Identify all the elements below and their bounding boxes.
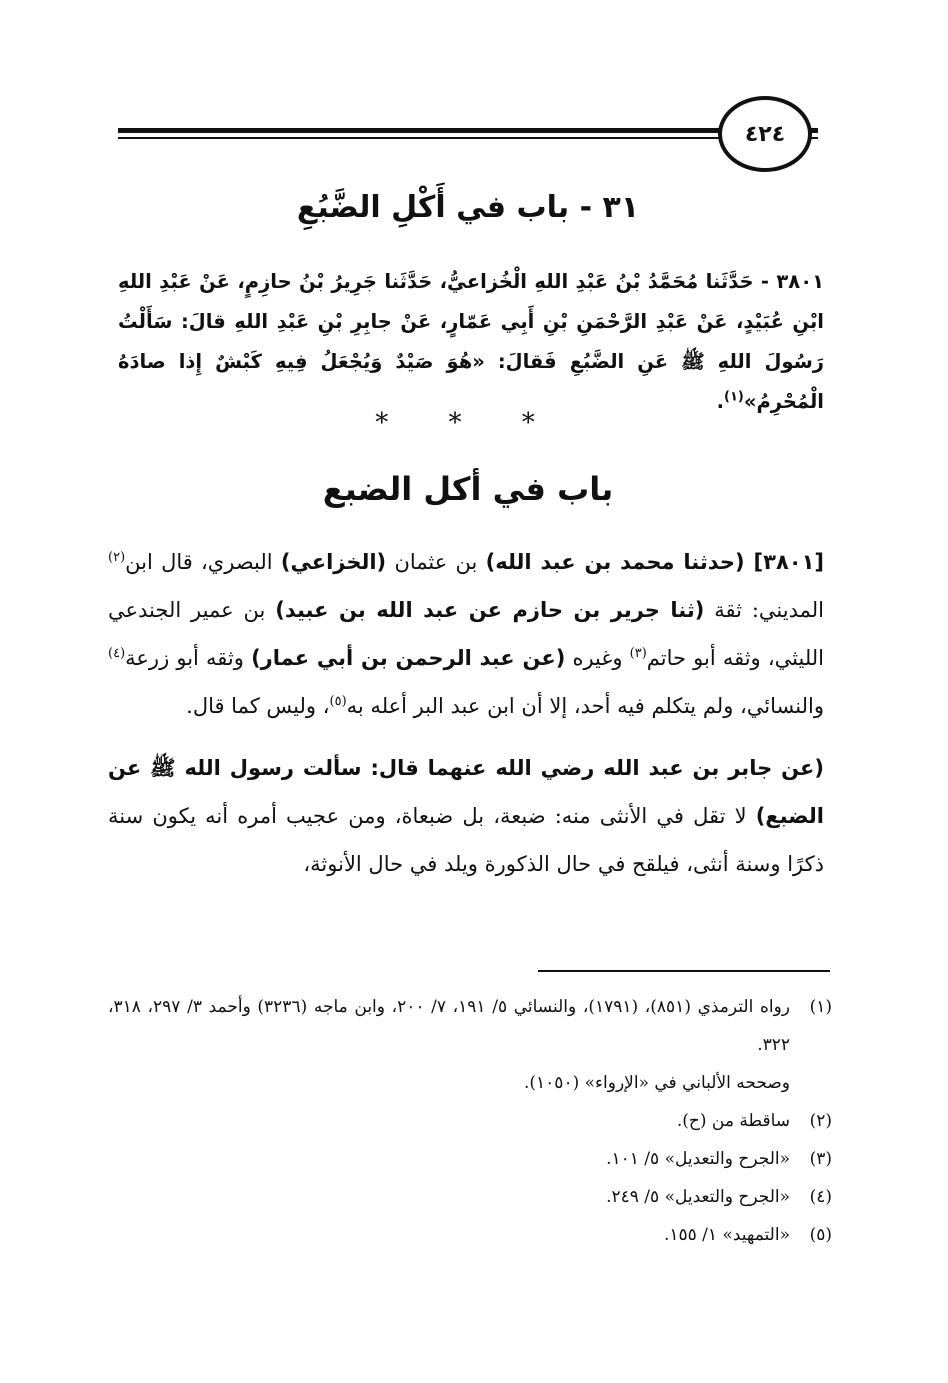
hadith-body: ٣٨٠١ - حَدَّثَنا مُحَمَّدُ بْنُ عَبْدِ اللهِ الْخُزاعيُّ، حَدَّثَنا جَرِيرُ بْنُ حازِمٍ، عَنْ عَبْدِ اللهِ ابْنِ عُبَيْدٍ، عَنْ عَبْدِ الرَّحْمَنِ بْنِ أَبِي عَمّارٍ، عَنْ جابِرِ بْنِ عَبْدِ اللهِ قالَ: سَأَلْتُ رَسُولَ اللهِ ﷺ عَنِ الضَّبُعِ فَقالَ: «هُوَ صَيْدٌ وَيُجْعَلُ فِيهِ كَبْشٌ إِذا صادَهُ الْمُحْرِمُ» xyxy=(118,270,824,413)
footnote-mark: (٣) xyxy=(629,646,647,661)
chapter-title: ٣١ - باب في أَكْلِ الضَّبُعِ xyxy=(296,190,640,225)
footnote-number: (٤) xyxy=(809,1187,832,1207)
footnote-number: (٢) xyxy=(809,1111,832,1131)
footnote-mark: (٢) xyxy=(108,550,126,565)
commentary-text: بن عمير الجندعي الليثي، وثقه أبو حاتم xyxy=(108,598,824,670)
header-rule xyxy=(118,128,818,133)
footnotes xyxy=(108,988,832,1254)
footnote xyxy=(108,988,832,1064)
commentary-text: وغيره xyxy=(565,646,630,670)
hadith-text xyxy=(118,262,824,422)
footnote-text: «التمهيد» ١/ ١٥٥. xyxy=(663,1225,790,1245)
commentary-paragraph xyxy=(108,538,824,730)
footnote-mark: (٤) xyxy=(108,646,126,661)
footnote xyxy=(108,1140,832,1178)
footnote-mark: (٥) xyxy=(329,694,347,709)
commentary-text: والنسائي، ولم يتكلم فيه أحد، إلا أن ابن عبد البر أعله به xyxy=(346,694,824,718)
commentary-text: لا تقل في الأنثى منه: ضبعة، بل ضبعاة، ومن عجيب أمره أنه يكون سنة ذكرًا وسنة أنثى، فيلقح في حال الذكورة ويلد في حال الأنوثة، xyxy=(108,804,824,876)
footnote xyxy=(108,1064,832,1102)
commentary-text: بن عثمان xyxy=(386,550,486,574)
commentary xyxy=(108,538,824,888)
quoted-matn: (عن جابر بن عبد الله رضي الله عنهما قال: سألت رسول الله ﷺ عن الضبع) xyxy=(108,756,824,828)
footnote xyxy=(108,1178,832,1216)
commentary-text: المديني: ثقة xyxy=(704,598,825,622)
footnote-number: (١) xyxy=(809,997,832,1017)
footnote-text: ساقطة من (ح). xyxy=(676,1111,790,1131)
footnote xyxy=(108,1216,832,1254)
footnote xyxy=(108,1102,832,1140)
commentary-text: ، وليس كما قال. xyxy=(186,694,330,718)
footnote-separator xyxy=(538,970,830,972)
footnote-number: (٥) xyxy=(809,1225,832,1245)
quoted-chain: (ثنا جرير بن حازم عن عبد الله بن عبيد) xyxy=(275,598,705,622)
commentary-text: وثقه أبو زرعة xyxy=(125,646,252,670)
quoted-chain: [٣٨٠١] (حدثنا محمد بن عبد الله) xyxy=(485,550,825,574)
footnote-text: «الجرح والتعديل» ٥/ ١٠١. xyxy=(606,1149,790,1169)
footnote-number: (٣) xyxy=(809,1149,832,1169)
section-title: باب في أكل الضبع xyxy=(322,470,614,508)
footnote-mark: (١) xyxy=(724,389,744,405)
footnote-text: وصححه الألباني في «الإرواء» (١٠٥٠). xyxy=(524,1073,790,1093)
footnote-text: «الجرح والتعديل» ٥/ ٢٤٩. xyxy=(606,1187,790,1207)
header-rule-thin xyxy=(118,137,818,139)
quoted-chain: (الخزاعي) xyxy=(280,550,387,574)
quoted-chain: (عن عبد الرحمن بن أبي عمار) xyxy=(251,646,566,670)
footnote-number xyxy=(790,1064,832,1102)
hadith-end: . xyxy=(716,390,724,413)
commentary-text: البصري، قال ابن xyxy=(125,550,281,574)
commentary-paragraph xyxy=(108,744,824,888)
footnote-text: رواه الترمذي (٨٥١)، (١٧٩١)، والنسائي ٥/ ١٩١، ٧/ ٢٠٠، وابن ماجه (٣٢٣٦) وأحمد ٣/ ٢٩٧، ٣١٨، ٣٢٢. xyxy=(108,997,791,1055)
page-number: ٤٢٤ xyxy=(718,96,812,172)
separator-stars: * * * xyxy=(375,408,561,438)
